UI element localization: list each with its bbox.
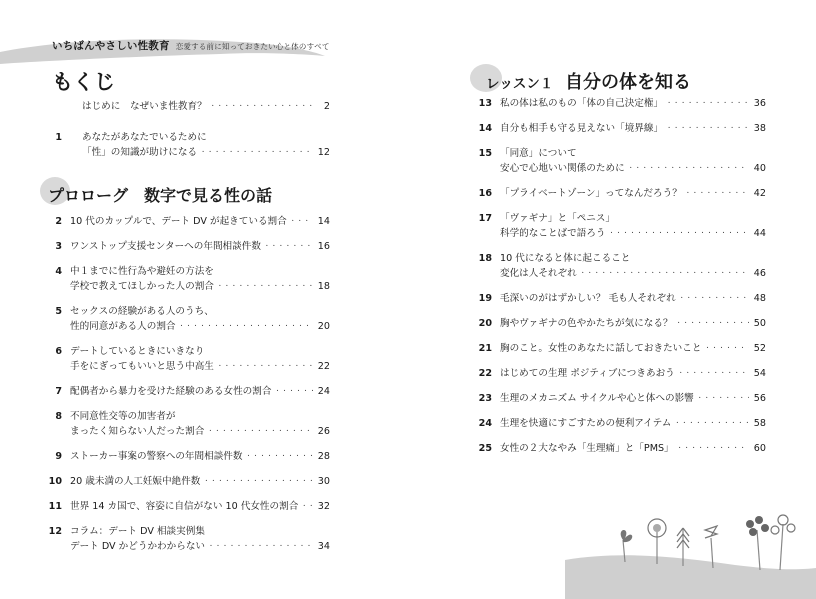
- entry-number: 8: [55, 411, 62, 422]
- toc-entry: [40, 474, 330, 489]
- contents-heading: もくじ: [52, 70, 115, 94]
- leader-dots: [678, 366, 749, 382]
- leader-dots: [674, 416, 749, 432]
- entry-page: 38: [753, 123, 766, 134]
- entry-number: 18: [478, 253, 492, 264]
- entry-number: 21: [478, 343, 492, 354]
- entry-page: 56: [753, 393, 766, 404]
- entry-number: 17: [478, 213, 492, 224]
- entry-title-line: 女性の２大なやみ「生理痛」と「PMS」: [500, 443, 674, 454]
- entry-title-line: まったく知らない人だった割合: [70, 426, 205, 437]
- entry-number: 10: [48, 476, 62, 487]
- entry-title-line: デートしているときにいきなり: [70, 346, 205, 357]
- entry-title-line: 10 代のカップルで、デート DV が起きている割合: [70, 216, 287, 227]
- toc-entry: [40, 304, 330, 334]
- lesson-title: 自分の体を知る: [564, 72, 691, 93]
- toc-entry: [470, 316, 766, 331]
- toc-entry: [40, 130, 330, 160]
- leader-dots: [697, 391, 749, 407]
- entry-title-line: ワンストップ支援センターへの年間相談件数: [70, 241, 261, 252]
- entry-title-line: あなたがあなたでいるために: [82, 132, 207, 143]
- entry-title-line: 私の体は私のもの「体の自己決定権」: [500, 98, 664, 109]
- toc-entry: [470, 121, 766, 136]
- toc-entry: [470, 441, 766, 456]
- entry-number: 13: [478, 98, 492, 109]
- entry-number: 23: [478, 393, 492, 404]
- leader-dots: [676, 316, 749, 332]
- entry-number: 15: [478, 148, 492, 159]
- prologue-heading: プロローグ 数字で見る性の話: [48, 186, 273, 205]
- toc-entry: [40, 409, 330, 439]
- flower-illustration: [565, 510, 816, 599]
- entry-title-line: 「同意」について: [500, 148, 577, 159]
- leader-dots: [217, 359, 313, 375]
- leader-dots: [290, 214, 313, 230]
- entry-page: 28: [317, 451, 330, 462]
- entry-number: 9: [55, 451, 62, 462]
- entry-page: 42: [753, 188, 766, 199]
- leader-dots: [704, 341, 749, 357]
- entry-title-line: 世界 14 カ国で、容姿に自信がない 10 代女性の割合: [70, 501, 299, 512]
- entry-title-line: 20 歳未満の人工妊娠中絶件数: [70, 476, 201, 487]
- leader-dots: [179, 319, 313, 335]
- entry-page: 50: [753, 318, 766, 329]
- entry-number: 25: [478, 443, 492, 454]
- entry-page: 26: [317, 426, 330, 437]
- entry-page: 52: [753, 343, 766, 354]
- leader-dots: [208, 539, 313, 555]
- toc-entry: [470, 251, 766, 281]
- entry-page: 24: [317, 386, 330, 397]
- leader-dots: [685, 186, 749, 202]
- toc-entry: [40, 524, 330, 554]
- toc-entry: [470, 96, 766, 111]
- leader-dots: [207, 424, 313, 440]
- entry-title-line: 性的同意がある人の割合: [70, 321, 176, 332]
- leader-dots: [274, 384, 313, 400]
- entry-page: 48: [753, 293, 766, 304]
- leader-dots: [200, 145, 313, 161]
- entry-title-line: 科学的なことばで語ろう: [500, 228, 606, 239]
- entry-page: 36: [753, 98, 766, 109]
- entry-title-line: 「ヴァギナ」と「ペニス」: [500, 213, 616, 224]
- entry-title-line: 変化は人それぞれ: [500, 268, 577, 279]
- leader-dots: [666, 121, 749, 137]
- toc-entry: [470, 211, 766, 241]
- leader-dots: [264, 239, 313, 255]
- entry-number: 5: [55, 306, 62, 317]
- header-title: いちばんやさしい性教育 恋愛する前に知っておきたい心と体のすべて: [52, 40, 330, 52]
- leader-dots: [666, 96, 749, 112]
- entry-number: 19: [478, 293, 492, 304]
- leader-dots: [679, 291, 749, 307]
- toc-entry: [470, 416, 766, 431]
- entry-title-line: 自分も相手も守る見えない「境界線」: [500, 123, 664, 134]
- entry-page: 58: [753, 418, 766, 429]
- entry-page: 22: [317, 361, 330, 372]
- toc-entry: [40, 214, 330, 229]
- entry-title-line: デート DV かどうかわからない: [70, 541, 206, 552]
- entry-title-line: 「性」の知識が助けになる: [82, 147, 198, 158]
- entry-title-line: はじめに なぜいま性教育？: [82, 101, 207, 112]
- entry-number: 6: [55, 346, 62, 357]
- leader-dots: [210, 99, 313, 115]
- entry-page: 44: [753, 228, 766, 239]
- entry-title-line: はじめての生理 ポジティブにつきあおう: [500, 368, 675, 379]
- leader-dots: [217, 279, 313, 295]
- toc-entry: [40, 239, 330, 254]
- toc-entry: [40, 499, 330, 514]
- toc-entry: [40, 384, 330, 399]
- toc-entry: [470, 291, 766, 306]
- leader-dots: [677, 441, 749, 457]
- entry-page: 12: [317, 147, 330, 158]
- entry-page: 2: [323, 101, 330, 112]
- entry-title-line: 生理のメカニズム サイクルや心と体への影響: [500, 393, 694, 404]
- entry-page: 40: [753, 163, 766, 174]
- entry-title-line: 手をにぎってもいいと思う中高生: [70, 361, 214, 372]
- entry-title-line: 安心で心地いい関係のために: [500, 163, 625, 174]
- entry-page: 18: [317, 281, 330, 292]
- entry-title-line: 「プライベートゾーン」ってなんだろう？: [500, 188, 682, 199]
- entry-number: 14: [478, 123, 492, 134]
- entry-page: 32: [317, 501, 330, 512]
- leader-dots: [301, 499, 313, 515]
- entry-number: 4: [55, 266, 62, 277]
- leader-dots: [609, 226, 749, 242]
- lesson-number: レッスン１: [486, 76, 554, 92]
- entry-page: 34: [317, 541, 330, 552]
- leader-dots: [203, 474, 313, 490]
- toc-entry: [470, 366, 766, 381]
- toc-entry: [40, 264, 330, 294]
- entry-number: 20: [478, 318, 492, 329]
- entry-page: 60: [753, 443, 766, 454]
- entry-title-line: 学校で教えてほしかった人の割合: [70, 281, 214, 292]
- leader-dots: [580, 266, 749, 282]
- entry-number: 16: [478, 188, 492, 199]
- entry-page: 54: [753, 368, 766, 379]
- entry-page: 14: [317, 216, 330, 227]
- toc-entry: [470, 146, 766, 176]
- entry-title-line: コラム：デート DV 相談実例集: [70, 526, 205, 537]
- leader-dots: [246, 449, 314, 465]
- entry-title-line: 配偶者から暴力を受けた経験のある女性の割合: [70, 386, 272, 397]
- toc-entry: [470, 186, 766, 201]
- entry-number: 22: [478, 368, 492, 379]
- entry-title-line: 10 代になると体に起こること: [500, 253, 631, 264]
- entry-title-line: 胸やヴァギナの色やかたちが気になる？: [500, 318, 673, 329]
- entry-title-line: 生理を快適にすごすための便利アイテム: [500, 418, 672, 429]
- leader-dots: [628, 161, 749, 177]
- toc-entry: [40, 344, 330, 374]
- entry-number: 11: [48, 501, 62, 512]
- toc-entry: [40, 449, 330, 464]
- entry-number: 3: [55, 241, 62, 252]
- entry-title-line: セックスの経験がある人のうち、: [70, 306, 214, 317]
- entry-number: 1: [55, 132, 62, 143]
- entry-title-line: ストーカー事案の警察への年間相談件数: [70, 451, 243, 462]
- entry-page: 30: [317, 476, 330, 487]
- entry-number: 2: [55, 216, 62, 227]
- entry-page: 16: [317, 241, 330, 252]
- entry-title-line: 中１までに性行為や避妊の方法を: [70, 266, 214, 277]
- entry-title-line: 毛深いのがはずかしい？ 毛も人それぞれ: [500, 293, 676, 304]
- header-subtitle: 恋愛する前に知っておきたい心と体のすべて: [175, 42, 330, 51]
- entry-title-line: 不同意性交等の加害者が: [70, 411, 176, 422]
- entry-number: 12: [48, 526, 62, 537]
- toc-entry: [52, 99, 330, 114]
- entry-page: 20: [317, 321, 330, 332]
- entry-page: 46: [753, 268, 766, 279]
- toc-entry: [470, 341, 766, 356]
- entry-number: 7: [55, 386, 62, 397]
- entry-title-line: 胸のこと。女性のあなたに話しておきたいこと: [500, 343, 702, 354]
- toc-entry: [470, 391, 766, 406]
- entry-number: 24: [478, 418, 492, 429]
- lesson-heading: [486, 68, 691, 94]
